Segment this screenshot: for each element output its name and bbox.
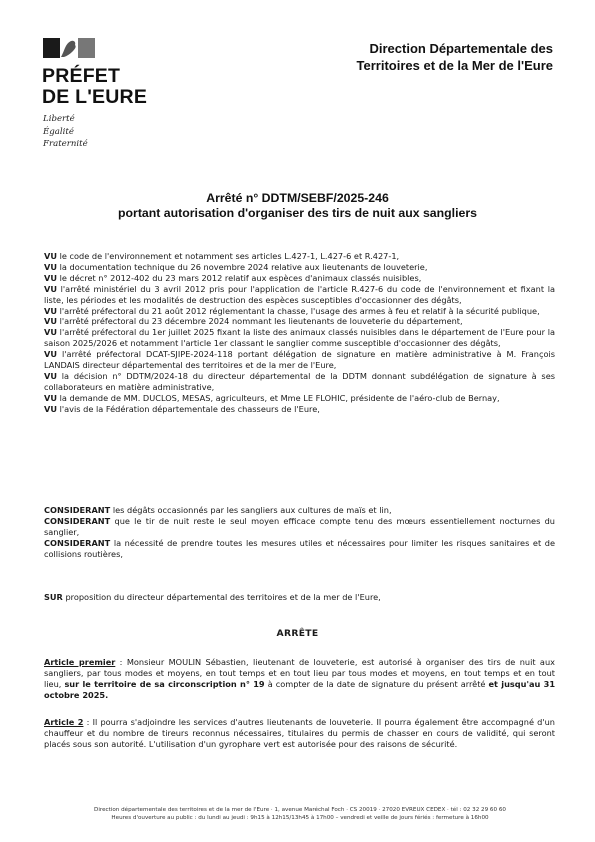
vu-item: VU l'arrêté préfectoral du 1er juillet 2025 fixant la liste des animaux classés nuisibles dans le département de l'Eure pour la saison 2025/2026 et notamment l'article 1er classant le sanglier comme susceptible d'occasionner des dégâts, bbox=[44, 327, 555, 349]
prefet-block bbox=[42, 66, 147, 108]
article-1: Article premier : Monsieur MOULIN Sébastien, lieutenant de louveterie, est autorisé à organiser des tirs de nuit aux sangliers, par tous modes et moyens, en tout temps et en tout lieu par tous modes et moyens, en tout temps et en tout lieu, sur le territoire de sa circonscription n° 19 à compter de la date de signature du présent arrêté et jusqu'au 31 octobre 2025. bbox=[44, 657, 556, 700]
considerant-item: CONSIDERANT que le tir de nuit reste le seul moyen efficace compte tenu des mœurs essentiellement nocturnes du sanglier, bbox=[44, 515, 555, 537]
considerant-item: CONSIDERANT les dégâts occasionnés par les sangliers aux cultures de maïs et lin, bbox=[44, 505, 392, 515]
devise-egalite: Égalité bbox=[43, 126, 74, 137]
vu-list bbox=[44, 251, 555, 415]
vu-item: VU la documentation technique du 26 novembre 2024 relative aux lieutenants de louveterie, bbox=[44, 261, 428, 272]
direction-line2: Territoires et de la Mer de l'Eure bbox=[356, 58, 553, 73]
direction-line1: Direction Départementale des bbox=[369, 41, 553, 56]
footer-line1: Direction départementale des territoires et de la mer de l'Eure · 1, avenue Maréchal Foch · CS 20019 · 27020 EVREUX CEDEX · tél : 02 32 29 60 60 bbox=[94, 807, 506, 813]
title-line2: portant autorisation d'organiser des tirs de nuit aux sangliers bbox=[118, 206, 477, 220]
article-1-label: Article premier bbox=[44, 657, 116, 667]
vu-item: VU l'avis de la Fédération départementale des chasseurs de l'Eure, bbox=[44, 403, 320, 414]
vu-item: VU l'arrêté préfectoral du 23 décembre 2024 nommant les lieutenants de louveterie du département, bbox=[44, 316, 463, 327]
vu-item: VU l'arrêté préfectoral DCAT-SJIPE-2024-118 portant délégation de signature en matière administrative à M. François LANDAIS directeur départemental des territoires et de la mer de l'Eure, bbox=[44, 349, 555, 371]
vu-item: VU le décret n° 2012-402 du 23 mars 2012 relatif aux espèces d'animaux classés nuisibles, bbox=[44, 272, 422, 283]
devise-liberte: Liberté bbox=[43, 114, 75, 124]
devise bbox=[43, 113, 88, 151]
footer-line2: Heures d'ouverture au public : du lundi au jeudi : 9h15 à 12h15/13h45 à 17h00 – vendredi et veille de jours fériés : fermeture à 16h00 bbox=[111, 815, 489, 822]
vu-item: VU la demande de MM. DUCLOS, MESAS, agriculteurs, et Mme LE FLOHIC, présidente de l'aéro-club de Bernay, bbox=[44, 392, 500, 403]
vu-item: VU l'arrêté préfectoral du 21 août 2012 réglementant la chasse, l'usage des armes à feu et relatif à la sécurité publique, bbox=[44, 305, 540, 316]
vu-item: VU l'arrêté ministériel du 3 avril 2012 pris pour l'application de l'article R.427-6 du code de l'environnement et fixant la liste, les périodes et les modalités de destruction des espèces susceptibles d'occasionner des dégâts, bbox=[44, 283, 555, 305]
prefet-line2: DE L'EURE bbox=[42, 86, 148, 108]
page-footer bbox=[40, 806, 560, 823]
marianne-logo bbox=[43, 38, 95, 58]
considerant-item: CONSIDERANT la nécessité de prendre toutes les mesures utiles et nécessaires pour limiter les risques sanitaires et de collisions routières, bbox=[44, 537, 555, 559]
prefet-line1: PRÉFET bbox=[42, 65, 121, 87]
arrete-heading: ARRÊTE bbox=[276, 628, 319, 639]
vu-item: VU le code de l'environnement et notamment ses articles L.427-1, L.427-6 et R.427-1, bbox=[44, 251, 400, 261]
vu-item: VU la décision n° DDTM/2024-18 du directeur départemental de la DDTM donnant subdélégation de signature à ses collaborateurs en matière administrative, bbox=[44, 370, 555, 392]
document-title bbox=[0, 191, 595, 221]
direction-heading bbox=[357, 40, 553, 74]
article-2: Article 2 : Il pourra s'adjoindre les services d'autres lieutenants de louveterie. Il pourra également être accompagné d'un chauffeur et du nombre de tireurs reconnus nécessaires, titulaires du permis de chasser en cours de validité, qui seront placés sous son autorité. L'utilisation d'un gyrophare vert est autorisée pour des raisons de sécurité. bbox=[44, 717, 555, 749]
considerant-list bbox=[44, 505, 555, 560]
devise-fraternite: Fraternité bbox=[43, 139, 88, 149]
title-line1: Arrêté n° DDTM/SEBF/2025-246 bbox=[206, 191, 389, 205]
sur-proposition: SUR proposition du directeur départemental des territoires et de la mer de l'Eure, bbox=[44, 592, 381, 602]
article-2-label: Article 2 bbox=[44, 717, 84, 727]
